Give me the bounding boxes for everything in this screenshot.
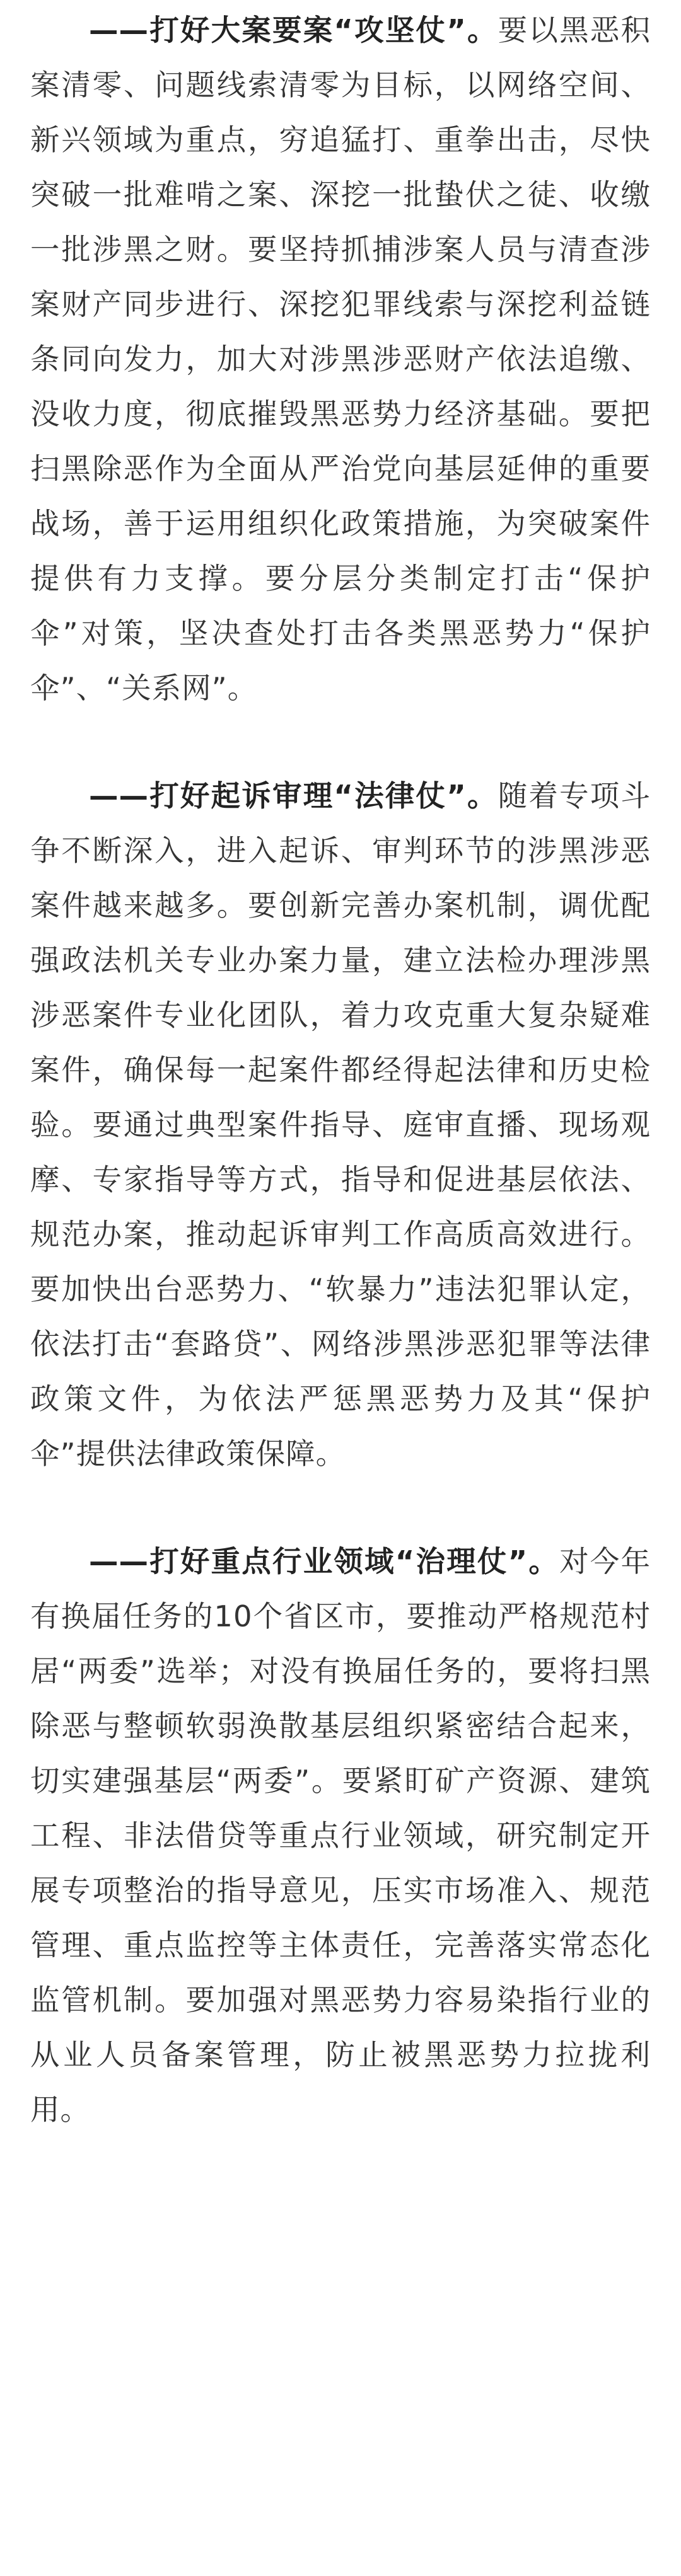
paragraph-heading: ——打好大案要案“攻坚仗”。 [89, 13, 498, 47]
paragraph-text: 对今年有换届任务的10个省区市，要推动严格规范村居“两委”选举；对没有换届任务的，要将扫黑除恶与整顿软弱涣散基层组织紧密结合起来，切实建强基层“两委”。要紧盯矿产资源、建筑工程、非法借贷等重点行业领域，研究制定开展专项整治的指导意见，压实市场准入、规范管理、重点监控等主体责任，完善落实常态化监管机制。要加强对黑恶势力容易染指行业的从业人员备案管理，防止被黑恶势力拉拢利用。 [30, 1544, 651, 2127]
paragraph-text: 随着专项斗争不断深入，进入起诉、审判环节的涉黑涉恶案件越来越多。要创新完善办案机制，调优配强政法机关专业办案力量，建立法检办理涉黑涉恶案件专业化团队，着力攻克重大复杂疑难案件，确保每一起案件都经得起法律和历史检验。要通过典型案件指导、庭审直播、现场观摩、专家指导等方式，指导和促进基层依法、规范办案，推动起诉审判工作高质高效进行。要加快出台恶势力、“软暴力”违法犯罪认定，依法打击“套路贷”、网络涉黑涉恶犯罪等法律政策文件，为依法严惩黑恶势力及其“保护伞”提供法律政策保障。 [30, 779, 651, 1471]
paragraph-crackdown-major-cases [30, 3, 651, 716]
paragraph-industry-governance [30, 1534, 651, 2137]
paragraph-text: 要以黑恶积案清零、问题线索清零为目标，以网络空间、新兴领域为重点，穷追猛打、重拳出击，尽快突破一批难啃之案、深挖一批蛰伏之徒、收缴一批涉黑之财。要坚持抓捕涉案人员与清查涉案财产同步进行、深挖犯罪线索与深挖利益链条同向发力，加大对涉黑涉恶财产依法追缴、没收力度，彻底摧毁黑恶势力经济基础。要把扫黑除恶作为全面从严治党向基层延伸的重要战场，善于运用组织化政策措施，为突破案件提供有力支撑。要分层分类制定打击“保护伞”对策，坚决查处打击各类黑恶势力“保护伞”、“关系网”。 [30, 13, 651, 705]
paragraph-prosecution-trial [30, 769, 651, 1481]
paragraph-heading: ——打好起诉审理“法律仗”。 [89, 779, 498, 813]
paragraph-heading: ——打好重点行业领域“治理仗”。 [89, 1544, 560, 1578]
